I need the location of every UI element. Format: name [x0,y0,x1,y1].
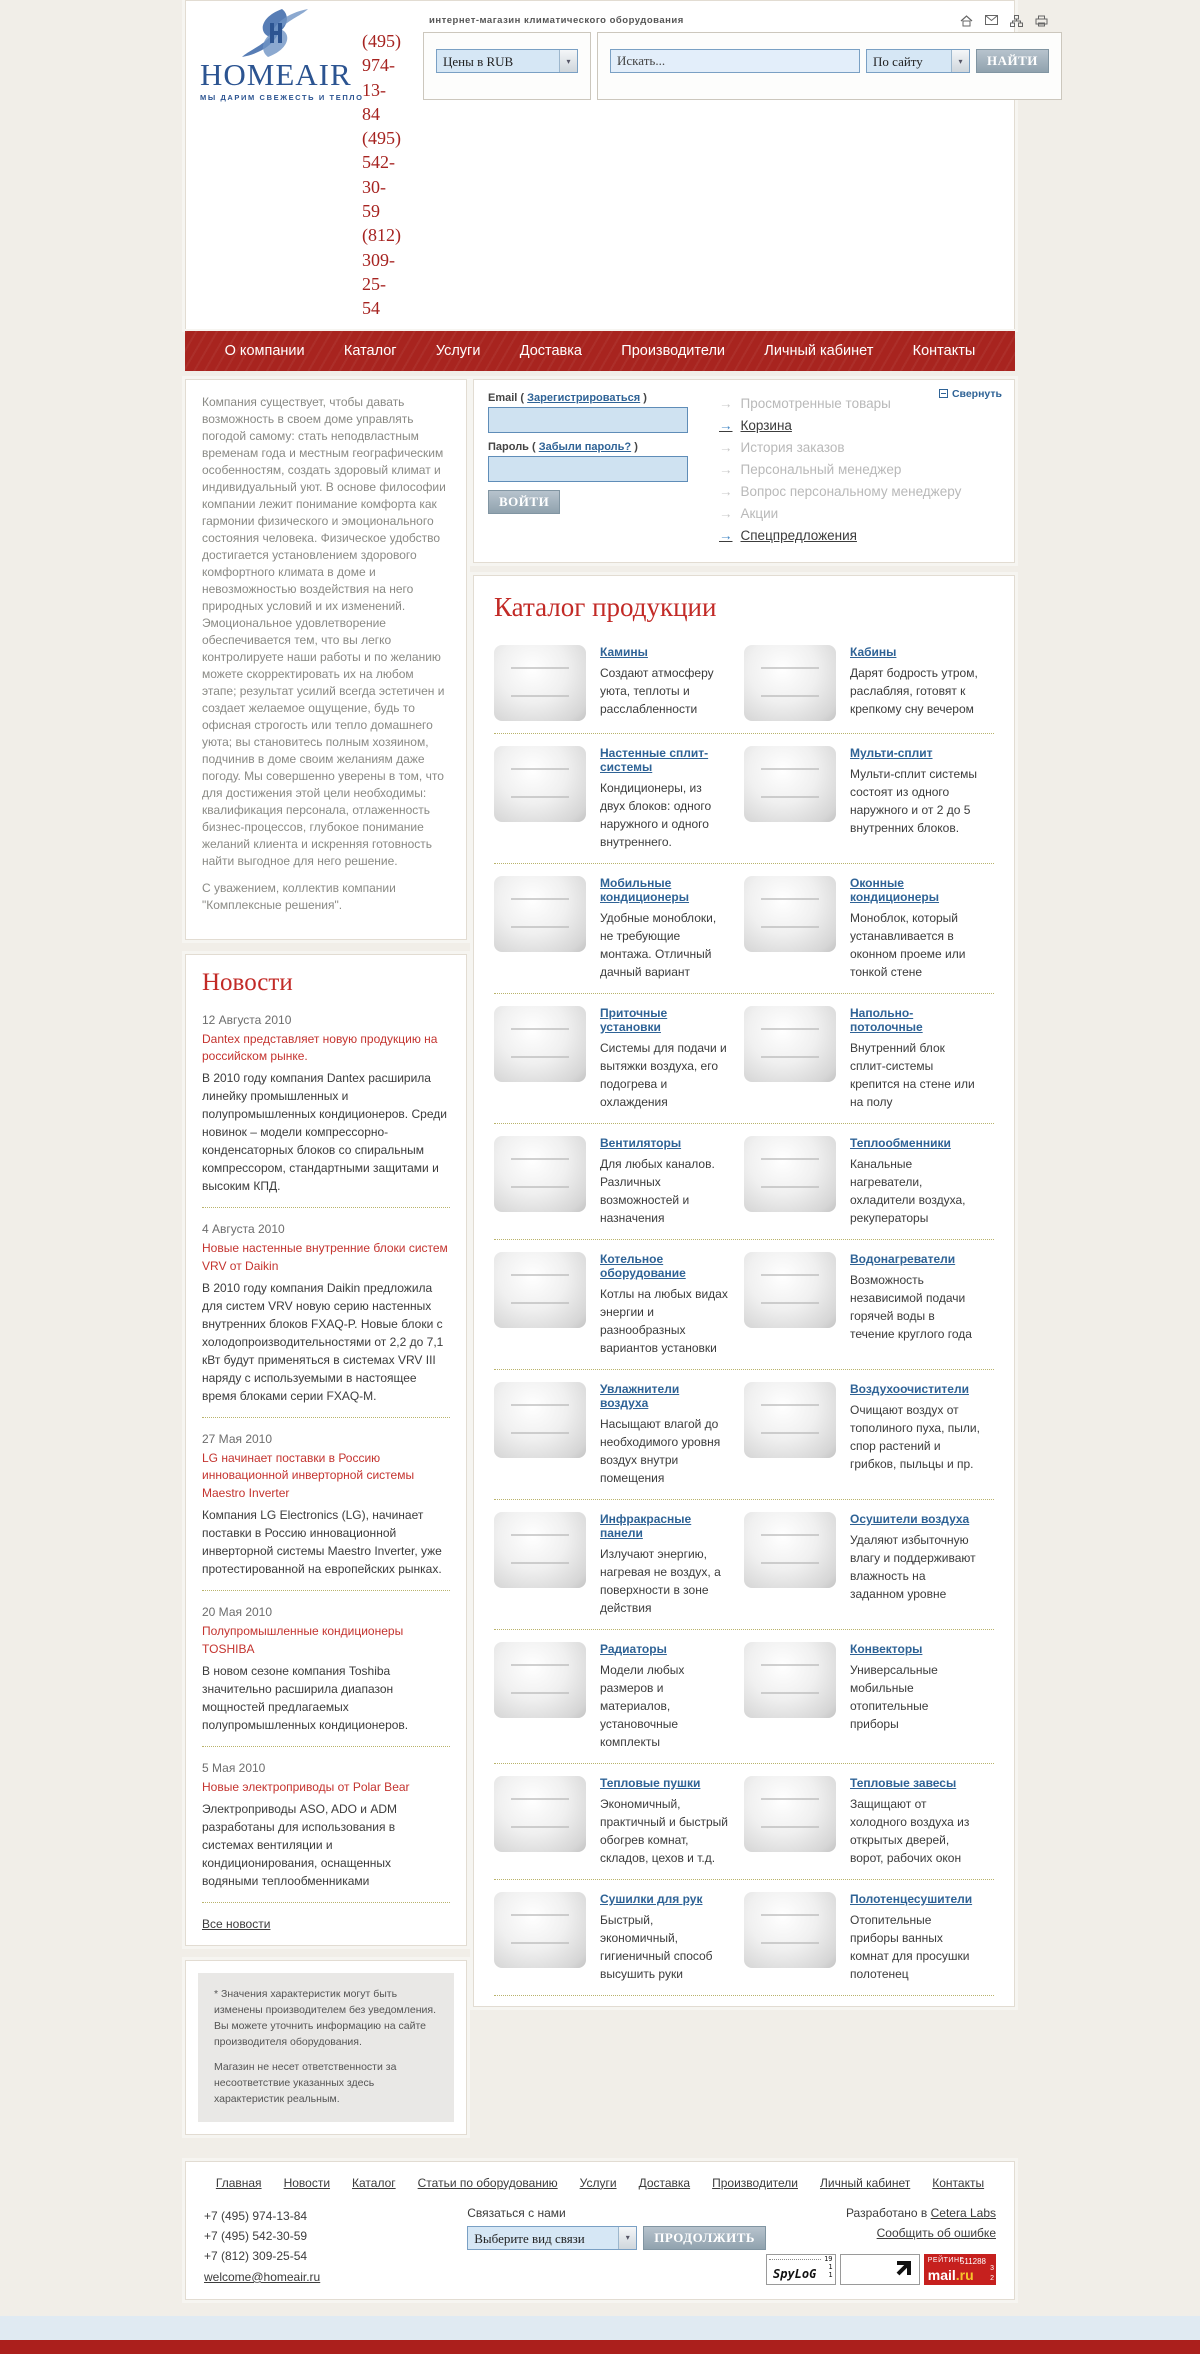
news-item-title[interactable]: Новые электроприводы от Polar Bear [202,1780,410,1795]
news-item-title[interactable]: Полупромышленные кондиционеры TOSHIBA [202,1624,404,1656]
news-item-text: В 2010 году компания Daikin предложила для систем VRV новую серию настенных внутренних блоков FXAQ-P. Новые блоки с холодопроизводительностями от 2,2 до 7,1 кВт будут применяться в системах VRV III наряду с используемыми в настоящее время блоками серии FXAQ-M. [202,1281,444,1404]
chevron-down-icon: ▾ [618,2227,636,2249]
credit-prefix: Разработано в [845,2205,928,2220]
product-image-towel-rails[interactable] [744,1892,836,1968]
catalog-item-title[interactable]: Кабины [850,644,897,659]
product-image-humidifiers[interactable] [494,1382,586,1458]
password-field[interactable] [488,456,688,482]
phone-number: (495) 974-13-84 [362,31,401,124]
nav-item-account[interactable]: Личный кабинет [764,342,874,359]
spylog-badge[interactable]: SpyLoG 19 1 1 [766,2254,836,2285]
footer-phones [204,2206,427,2288]
currency-select-value: Цены в RUB [443,54,514,69]
news-item-text: Электроприводы ASO, ADO и ADM разработаны для использования в системах вентиляции и кондиционирования, оснащенных водяными теплообменниками [202,1802,398,1889]
news-date: 20 Мая 2010 [202,1605,273,1620]
product-image-fans[interactable] [494,1136,586,1212]
header [185,0,1038,329]
news-item-text: В новом сезоне компания Toshiba значительно расширила диапазон мощностей предлагаемых полупромышленных кондиционеров. [202,1664,409,1733]
catalog-item-title[interactable]: Увлажнители воздуха [600,1381,680,1410]
catalog-row [494,1500,994,1630]
catalog-item-wall-split: Настенные сплит-системы Кондиционеры, из двух блоков: одного наружного и одного внутреннего. [494,746,744,851]
catalog-item-title[interactable]: Оконные кондиционеры [850,875,940,904]
catalog-row [494,633,994,734]
catalog-item-title[interactable]: Осушители воздуха [850,1511,970,1526]
catalog-item-convectors: Конвекторы Универсальные мобильные отопительные приборы [744,1642,994,1751]
catalog-item-title[interactable]: Конвекторы [850,1641,923,1656]
catalog-item-title[interactable]: Инфракрасные панели [600,1511,692,1540]
catalog-row [494,1880,994,1996]
chevron-down-icon: ▾ [951,50,969,72]
news-date: 4 Августа 2010 [202,1222,285,1237]
search-scope-select[interactable] [866,49,970,73]
catalog-item-radiators: Радиаторы Модели любых размеров и материалов, установочные комплекты [494,1642,744,1751]
contact-type-value: Выберите вид связи [474,2230,585,2246]
login-block [473,379,1015,563]
account-link-orders[interactable]: → История заказов [719,439,845,455]
search-scope-value: По сайту [873,54,923,69]
catalog-item-title[interactable]: Тепловые завесы [850,1775,957,1790]
about-paragraph: Компания существует, чтобы давать возможность в своем доме управлять погодой самому: стать неподвластным временам года и местным географическим особенностям, создать здоровый климат и индивидуальный уют. В основе философии компании лежит понимание комфорта как гармонии физического и эмоционального состояния человека. Физическое удобство достигается установлением здорового комфортного климата в доме и невозможностью воздействия на него природных условий и их изменений. Эмоциональное удовлетворение обеспечивается тем, что вы легко контролируете наши работы и по желанию можете скорректировать их на любом этапе; результат усилий всегда эстетичен и создает желаемое ощущение, будь то офисная строгость или тепло домашнего уюта; вы становитесь полным хозяином, подчинив в доме своим желаниям даже погоду. Мы совершенно уверены в том, что для достижения этой цели необходимы: квалификация персонала, отлаженность бизнес-процессов, глубокое понимание желаний клиента и искренняя готовность найти выгодное для него решение. [202,394,446,869]
news-date: 27 Мая 2010 [202,1432,273,1447]
footer-credits [766,2206,996,2288]
currency-select[interactable] [436,49,578,73]
mailru-brand: mail.ru [927,2266,974,2283]
catalog-item-heat-guns: Тепловые пушки Экономичный, практичный и быстрый обогрев комнат, складов, цехов и т.д. [494,1776,744,1867]
nav-item-contacts[interactable]: Контакты [912,342,976,359]
contact-continue-button[interactable]: ПРОДОЛЖИТЬ [643,2226,766,2250]
product-image-multi-split[interactable] [744,746,836,822]
login-form [488,392,703,550]
print-icon[interactable] [1035,15,1048,27]
footer-phone: +7 (495) 542-30-59 [204,2229,308,2244]
catalog-item-cabins: Кабины Дарят бодрость утром, раслабляя, готовят к крепкому сну вечером [744,645,994,721]
news-item [202,1007,450,1209]
arrow-icon: → [719,439,733,455]
footer-link-delivery[interactable]: Доставка [638,2175,691,2190]
account-link-manager[interactable]: → Персональный менеджер [719,461,902,477]
phone-number: (495) 542-30-59 [362,128,401,222]
password-label: Пароль ( Забыли пароль? ) [488,440,638,453]
account-link-cart[interactable]: → Корзина [719,417,792,433]
catalog-item-title[interactable]: Теплообменники [850,1135,951,1150]
account-link-promos[interactable]: → Акции [719,505,779,521]
catalog-row [494,994,994,1124]
phone-number: (812) 309-25-54 [362,225,401,319]
product-image-air-purifiers[interactable] [744,1382,836,1458]
footer-nav [204,2176,996,2190]
catalog-item-title[interactable]: Полотенцесушители [850,1891,973,1906]
catalog-item-title[interactable]: Мобильные кондиционеры [600,875,690,904]
news-item-text: В 2010 году компания Dantex расширила линейку промышленных и полупромышленных кондиционеров. Среди новинок – модели компрессорно-конденсаторных блоков со спиральным компрессором, стандартными защитами и высоким КПД. [202,1071,447,1194]
header-quick-icons [960,15,1048,27]
catalog-item-title[interactable]: Радиаторы [600,1641,667,1656]
catalog-row [494,1630,994,1764]
product-image-window-ac[interactable] [744,876,836,952]
catalog-row [494,1764,994,1880]
news-date: 12 Августа 2010 [202,1012,292,1027]
chevron-down-icon: ▾ [559,50,577,72]
catalog-item-title[interactable]: Котельное оборудование [600,1251,686,1280]
logo-title: HOMEAIR [200,57,352,92]
arrow-icon: → [719,417,733,433]
catalog-block [473,575,1015,2007]
catalog-row [494,1240,994,1370]
search-button[interactable]: НАЙТИ [976,49,1049,73]
footer [185,2161,1015,2301]
catalog-item-title[interactable]: Водонагреватели [850,1251,956,1266]
search-panel [597,32,1062,100]
counter-badges [766,2254,996,2285]
news-item [202,1599,450,1747]
site-description: интернет-магазин климатического оборудования [429,15,684,26]
news-item [202,1216,450,1418]
catalog-item-humidifiers: Увлажнители воздуха Насыщают влагой до необходимого уровня воздух внутри помещения [494,1382,744,1487]
footer-email-link[interactable]: welcome@homeair.ru [204,2269,321,2284]
register-link[interactable]: Зарегистрироваться [527,391,641,404]
nav-item-catalog[interactable]: Каталог [343,342,397,359]
logo-tagline: МЫ ДАРИМ СВЕЖЕСТЬ И ТЕПЛО [200,93,364,102]
catalog-item-multi-split: Мульти-сплит Мульти-сплит системы состоят из одного наружного и от 2 до 5 внутренних блоков. [744,746,994,851]
product-image-wall-split[interactable] [494,746,586,822]
arrow-icon: → [719,461,733,477]
sitemap-icon[interactable] [1010,15,1023,27]
catalog-row [494,864,994,994]
all-news-link[interactable]: Все новости [202,1917,271,1932]
arrow-icon: → [719,483,733,499]
product-image-floor-ceiling[interactable] [744,1006,836,1082]
product-image-dehumidifiers[interactable] [744,1512,836,1588]
news-block [185,954,467,1947]
footer-strip-red [0,2340,1200,2354]
about-company-block [185,379,467,940]
catalog-title: Каталог продукции [494,591,717,622]
catalog-item-title[interactable]: Воздухоочистители [850,1381,969,1396]
footer-link-articles[interactable]: Статьи по оборудованию [417,2175,558,2190]
news-title: Новости [202,968,293,996]
footer-link-home[interactable]: Главная [215,2175,262,2190]
catalog-item-infrared-panels: Инфракрасные панели Излучают энергию, нагревая не воздух, а поверхности в зоне действия [494,1512,744,1617]
currency-panel [423,32,591,100]
email-label: Email ( Зарегистрироваться ) [488,391,647,404]
product-image-convectors[interactable] [744,1642,836,1718]
product-image-air-curtains[interactable] [744,1776,836,1852]
spylog-brand: SpyLoG [773,2266,817,2281]
catalog-item-window-ac: Оконные кондиционеры Моноблок, который устанавливается в оконном проеме или тонкой стене [744,876,994,981]
footer-strip-blue [0,2316,1200,2340]
logo-swoosh-icon [230,7,320,59]
catalog-item-heat-exchangers: Теплообменники Канальные нагреватели, охладители воздуха, рекуператоры [744,1136,994,1227]
home-icon[interactable] [960,15,973,27]
catalog-item-title[interactable]: Мульти-сплит [850,745,933,760]
catalog-item-title[interactable]: Тепловые пушки [600,1775,701,1790]
mailru-rating-badge[interactable]: РЕЙТИНГ 511288 mail.ru 3 2 [924,2254,996,2285]
page-container [185,0,1038,2300]
arrow-icon: → [719,505,733,521]
nav-item-services[interactable]: Услуги [435,342,481,359]
account-link-special-offers[interactable]: → Спецпредложения [719,527,857,543]
footer-contact-form [427,2206,766,2288]
catalog-item-title[interactable]: Настенные сплит-системы [600,745,709,774]
mailru-rating-label: РЕЙТИНГ [927,2256,964,2264]
product-image-cabins[interactable] [744,645,836,721]
catalog-item-dehumidifiers: Осушители воздуха Удаляют избыточную влагу и поддерживают влажность на заданном уровне [744,1512,994,1617]
disclaimer-text: Магазин не несет ответственности за несоответствие указанных здесь характеристик реальным. [214,2061,397,2105]
product-image-supply-units[interactable] [494,1006,586,1082]
product-image-radiators[interactable] [494,1642,586,1718]
catalog-item-title[interactable]: Камины [600,644,648,659]
search-input[interactable] [610,49,860,73]
counter-arrow-badge[interactable] [840,2254,920,2285]
catalog-item-air-curtains: Тепловые завесы Защищают от холодного воздуха из открытых дверей, ворот, рабочих окон [744,1776,994,1867]
arrow-up-right-icon [893,2259,913,2279]
main-nav [185,331,1015,371]
mail-icon[interactable] [985,15,998,25]
catalog-item-supply-units: Приточные установки Системы для подачи и вытяжки воздуха, его подогрева и охлаждения [494,1006,744,1111]
product-image-heat-exchangers[interactable] [744,1136,836,1212]
news-item-text: Компания LG Electronics (LG), начинает поставки в Россию инновационной инверторной системы Maestro Inverter, уже протестированной на европейских рынках. [202,1508,442,1577]
footer-phone: +7 (495) 974-13-84 [204,2208,308,2223]
catalog-item-fans: Вентиляторы Для любых каналов. Различных возможностей и назначения [494,1136,744,1227]
news-item-title[interactable]: Новые настенные внутренние блоки систем VRV от Daikin [202,1241,448,1273]
catalog-item-fireplaces: Камины Создают атмосферу уюта, теплоты и расслабленности [494,645,744,721]
footer-link-catalog[interactable]: Каталог [352,2175,396,2190]
nav-item-manufacturers[interactable]: Производители [621,342,726,359]
disclaimer-text: * Значения характеристик могут быть изменены производителем без уведомления. Вы можете уточнить информацию на сайте производителя оборудования. [214,1988,437,2048]
footer-link-services[interactable]: Услуги [579,2175,617,2190]
logo[interactable] [200,7,364,321]
header-phones [350,7,401,321]
mailru-count: 511288 [959,2256,986,2266]
catalog-item-air-purifiers: Воздухоочистители Очищают воздух от тополиного пуха, пыли, спор растений и грибков, пыльцы и пр. [744,1382,994,1487]
arrow-icon: → [719,527,733,543]
arrow-icon: → [719,395,733,411]
product-image-fireplaces[interactable] [494,645,586,721]
catalog-item-title[interactable]: Приточные установки [600,1005,668,1034]
footer-link-news[interactable]: Новости [283,2175,331,2190]
contact-type-select[interactable] [467,2226,637,2250]
collapse-toggle[interactable]: Свернуть [939,388,1002,400]
email-field[interactable] [488,407,688,433]
catalog-row [494,734,994,864]
nav-item-delivery[interactable]: Доставка [519,342,582,359]
news-date: 5 Мая 2010 [202,1761,266,1776]
news-item [202,1755,450,1903]
product-image-mobile-ac[interactable] [494,876,586,952]
catalog-item-title[interactable]: Напольно-потолочные [850,1005,923,1034]
product-image-boilers[interactable] [494,1252,586,1328]
header-right [401,7,1062,321]
disclaimer-block [185,1960,467,2134]
catalog-row [494,1124,994,1240]
nav-item-about[interactable]: О компании [224,342,305,359]
account-link-manager-question[interactable]: → Вопрос персональному менеджеру [719,483,962,499]
catalog-item-floor-ceiling: Напольно-потолочные Внутренний блок сплит-системы крепится на стене или на полу [744,1006,994,1111]
footer-link-manufacturers[interactable]: Производители [712,2175,798,2190]
catalog-item-mobile-ac: Мобильные кондиционеры Удобные моноблоки, не требующие монтажа. Отличный дачный вариант [494,876,744,981]
news-item-title[interactable]: LG начинает поставки в Россию инновационной инверторной системы Maestro Inverter [202,1451,415,1500]
cetera-labs-link[interactable]: Cetera Labs [930,2205,996,2220]
product-image-infrared-panels[interactable] [494,1512,586,1588]
catalog-item-title[interactable]: Сушилки для рук [600,1891,703,1906]
collapse-minus-icon [939,389,948,398]
footer-link-account[interactable]: Личный кабинет [819,2175,911,2190]
forgot-password-link[interactable]: Забыли пароль? [538,440,632,453]
footer-link-contacts[interactable]: Контакты [932,2175,985,2190]
login-button[interactable]: ВОЙТИ [488,490,560,514]
contact-label: Связаться с нами [467,2205,566,2220]
catalog-row [494,1370,994,1500]
catalog-item-boilers: Котельное оборудование Котлы на любых видах энергии и разнообразных вариантов установки [494,1252,744,1357]
catalog-item-hand-dryers: Сушилки для рук Быстрый, экономичный, гигиеничный способ высушить руки [494,1892,744,1983]
about-signature: С уважением, коллектив компании "Комплексные решения". [202,881,396,913]
catalog-item-title[interactable]: Вентиляторы [600,1135,682,1150]
product-image-heat-guns[interactable] [494,1776,586,1852]
report-error-link[interactable]: Сообщить об ошибке [876,2225,996,2240]
catalog-item-water-heaters: Водонагреватели Возможность независимой подачи горячей воды в течение круглого года [744,1252,994,1357]
account-link-viewed[interactable]: → Просмотренные товары [719,395,891,411]
product-image-hand-dryers[interactable] [494,1892,586,1968]
catalog-item-towel-rails: Полотенцесушители Отопительные приборы ванных комнат для просушки полотенец [744,1892,994,1983]
product-image-water-heaters[interactable] [744,1252,836,1328]
footer-phone: +7 (812) 309-25-54 [204,2249,308,2264]
account-links [703,392,1000,550]
news-item-title[interactable]: Dantex представляет новую продукцию на российском рынке. [202,1031,438,1063]
